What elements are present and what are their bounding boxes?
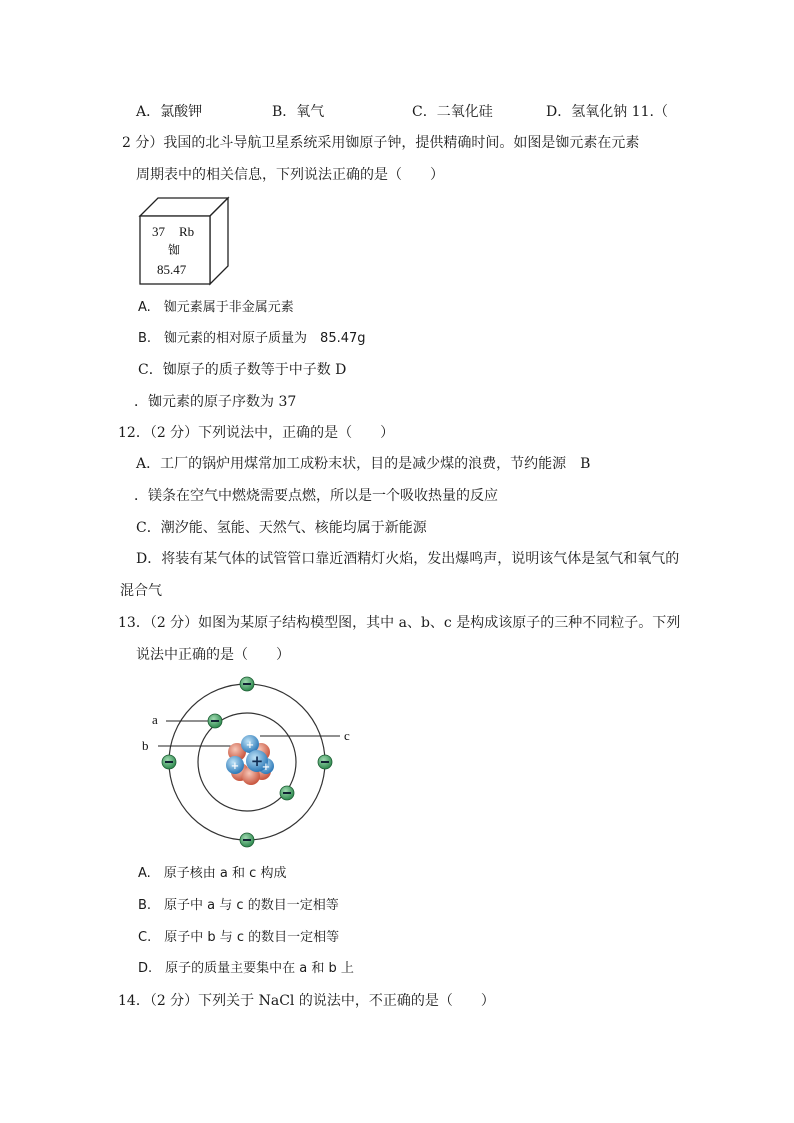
element-symbol: Rb (179, 224, 195, 239)
q11-stem-line1: 2 分）我国的北斗导航卫星系统采用铷原子钟，提供精确时间。如图是铷元素在元素 (122, 135, 640, 151)
q12-option-d-continuation: 混合气 (120, 583, 162, 599)
q11-option-b: B. 铷元素的相对原子质量为 85.47g (138, 331, 366, 346)
q13-option-b: B. 原子中 a 与 c 的数目一定相等 (138, 898, 339, 913)
element-name: 铷 (168, 243, 181, 257)
q14-stem: 14．（2 分）下列关于 NaCl 的说法中，不正确的是（ ） (118, 993, 495, 1009)
q10-option-d: D．氢氧化钠 11.（ (546, 104, 668, 120)
svg-text:+: + (261, 762, 271, 773)
q10-option-c: C．二氧化硅 (412, 104, 493, 120)
q12-option-d: D．将装有某气体的试管管口靠近酒精灯火焰，发出爆鸣声，说明该气体是氢气和氧气的 (136, 551, 680, 567)
svg-text:+: + (250, 752, 264, 770)
q12-option-c: C．潮汐能、氢能、天然气、核能均属于新能源 (136, 520, 427, 536)
q10-option-b: B．氧气 (272, 104, 325, 120)
q11-option-c: C．铷原子的质子数等于中子数 D (138, 362, 347, 378)
atom-structure-diagram (140, 672, 360, 852)
rubidium-element-cube (138, 196, 230, 286)
q12-stem: 12．（2 分）下列说法中，正确的是（ ） (118, 425, 395, 441)
label-c: c (344, 728, 350, 743)
label-a: a (152, 712, 158, 727)
q13-option-c: C. 原子中 b 与 c 的数目一定相等 (138, 930, 340, 945)
q11-stem-line2: 周期表中的相关信息，下列说法正确的是（ ） (136, 167, 444, 183)
label-b: b (142, 738, 149, 753)
q11-option-d: ．铷元素的原子序数为 37 (134, 394, 297, 410)
q13-option-a: A. 原子核由 a 和 c 构成 (138, 866, 287, 881)
element-mass: 85.47 (157, 262, 187, 277)
q12-option-b: ．镁条在空气中燃烧需要点燃，所以是一个吸收热量的反应 (134, 488, 498, 504)
q10-option-a: A．氯酸钾 (136, 104, 203, 120)
svg-text:+: + (245, 740, 255, 751)
q13-stem-line2: 说法中正确的是（ ） (136, 647, 290, 663)
q11-option-a: A. 铷元素属于非金属元素 (138, 300, 294, 315)
q12-option-a: A．工厂的锅炉用煤常加工成粉末状，目的是减少煤的浪费，节约能源 B (136, 456, 591, 472)
nucleus (226, 735, 274, 785)
q13-option-d: D. 原子的质量主要集中在 a 和 b 上 (138, 961, 354, 976)
svg-text:+: + (230, 761, 240, 772)
q13-stem-line1: 13．（2 分）如图为某原子结构模型图，其中 a、b、c 是构成该原子的三种不同粒子。下列 (118, 615, 681, 631)
element-number: 37 (152, 224, 165, 239)
